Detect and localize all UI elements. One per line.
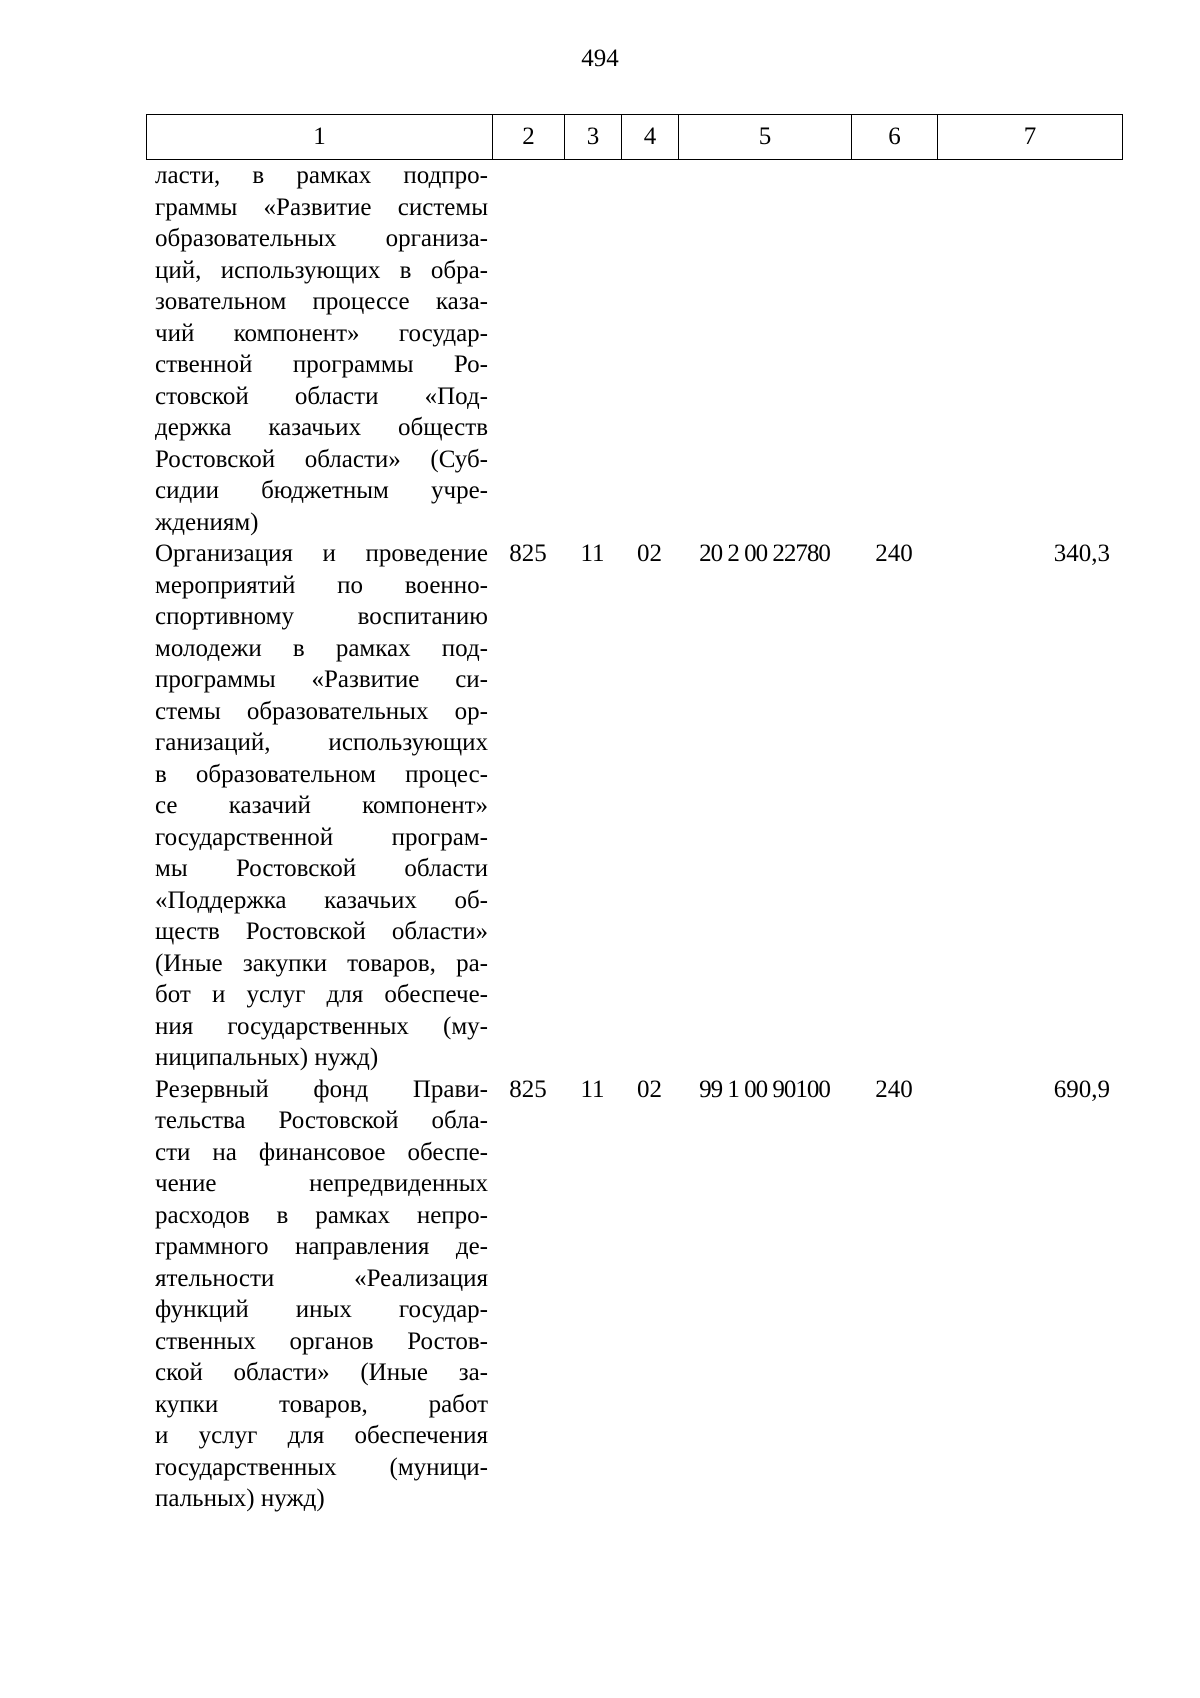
description-line: ятельности «Реализация [155,1264,488,1292]
description-line: «Поддержка казачьих об- [155,886,488,914]
description-line: зовательном процессе каза- [155,288,488,315]
description-line: ществ Ростовской области» [155,918,488,945]
column-header-row [146,114,1123,160]
description-line: купки товаров, работ [155,1390,488,1418]
description-line: держка казачьих обществ [155,414,488,441]
column-header-7: 7 [938,115,1123,160]
description-line: тельства Ростовской обла- [155,1107,488,1134]
row-cell-c7: 340,3 [1053,540,1110,567]
description-line: государственных (муници- [155,1453,488,1481]
row-cell-c3: 11 [580,1075,605,1103]
description-line: сидии бюджетным учре- [155,477,488,504]
description-line: ской области» (Иные за- [155,1359,488,1386]
description-line: спортивному воспитанию [155,603,488,630]
row-cell-c4: 02 [637,540,662,567]
description-line: сти на финансовое обеспе- [155,1138,488,1166]
row-cell-c2: 825 [509,540,547,567]
description-line: ственной программы Ро- [155,351,488,378]
description-line: Организация и проведение [155,540,488,567]
description-line: стовской области «Под- [155,382,488,410]
description-line: Резервный фонд Прави- [155,1075,488,1103]
row-cell-c6: 240 [875,540,913,567]
row-cell-c7: 690,9 [1053,1075,1110,1103]
description-line: Ростовской области» (Суб- [155,445,488,473]
row-cell-c2: 825 [509,1075,547,1103]
description-line: образовательных организа- [155,225,488,252]
row-cell-c6: 240 [875,1075,913,1103]
description-line: бот и услуг для обеспече- [155,981,488,1008]
row-cell-c3: 11 [580,540,605,567]
description-line: стемы образовательных ор- [155,697,488,725]
column-header-6: 6 [852,115,938,160]
description-line: расходов в рамках непро- [155,1201,488,1229]
description-line: ния государственных (му- [155,1012,488,1040]
description-line: мы Ростовской области [155,855,488,882]
description-line: ждениям) [155,508,259,536]
table-row [146,538,1122,1074]
column-header-4: 4 [622,115,679,160]
column-header-2: 2 [493,115,565,160]
description-line: программы «Развитие си- [155,666,488,693]
description-line: в образовательном процес- [155,760,488,788]
row-cell-c5: 99 1 00 90100 [699,1075,830,1103]
description-line: граммы «Развитие системы [155,193,488,221]
description-line: ственных органов Ростов- [155,1327,488,1355]
row-cell-c4: 02 [637,1075,662,1103]
description-line: ганизаций, использующих [155,729,488,756]
description-line: граммного направления де- [155,1233,488,1260]
description-line: функций иных государ- [155,1296,488,1323]
description-line: се казачий компонент» [155,792,488,819]
description-line: государственной програм- [155,823,488,851]
column-header-5: 5 [679,115,852,160]
description-line: (Иные закупки товаров, ра- [155,949,488,977]
row-description [146,538,492,1074]
description-line: чий компонент» государ- [155,319,488,347]
description-line: ниципальных) нужд) [155,1044,379,1071]
column-header-1: 1 [147,115,493,160]
description-line: и услуг для обеспечения [155,1422,488,1449]
description-line: ласти, в рамках подпро- [155,162,488,189]
table-row [146,1074,1122,1515]
row-description [146,1074,492,1515]
description-line: пальных) нужд) [155,1485,325,1512]
description-line: молодежи в рамках под- [155,634,488,662]
description-line: чение непредвиденных [155,1170,488,1197]
table-body [146,160,1122,1515]
column-header-3: 3 [565,115,622,160]
row-cell-c5: 20 2 00 22780 [699,540,830,567]
page-number: 494 [581,45,619,72]
description-line: ций, использующих в обра- [155,256,488,284]
row-description [146,160,492,538]
description-line: мероприятий по военно- [155,571,488,599]
table-row [146,160,1122,538]
